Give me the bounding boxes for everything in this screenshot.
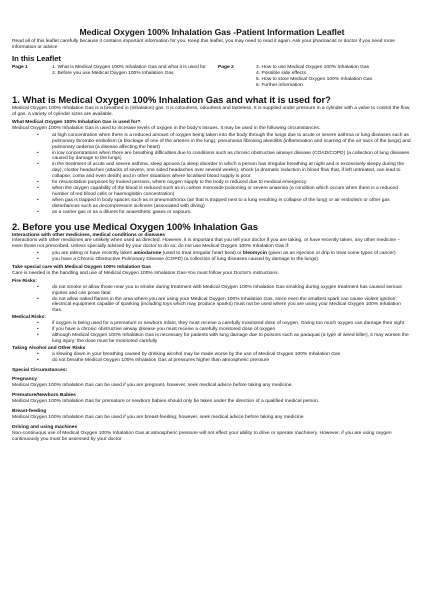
newborn-heading: Premature/Newborn Babies xyxy=(12,393,76,399)
toc-item: 5. How to store Medical Oxygen 100% Inhalation Gas xyxy=(256,77,373,82)
alcohol-risks-list xyxy=(12,352,412,364)
list-item: • when the oxygen capability of the blood is reduced such as in carbon monoxide poisoning or severe anaemia (a condition which occurs when there is a reduced number of red blood cells or haemoglobin concentration) xyxy=(52,186,412,198)
toc-heading: In this Leaflet xyxy=(12,53,61,63)
toc-item: 6. Further information xyxy=(256,83,303,89)
alcohol-risks-heading: Taking Alcohol and Other Risks xyxy=(12,345,86,351)
section-2-heading: 2. Before you use Medical Oxygen 100% Inhalation Gas xyxy=(12,220,258,232)
breastfeeding-heading: Breast-feeding xyxy=(12,409,47,415)
list-item: • in the treatment of acute and severe asthma, sleep apnoea (a sleep disorder in which a person has irregular breathing at night and is excessively sleepy during the day), cluster headaches (attacks of severe, one sided headaches over several weeks), shock (a dramatic reduction in blood flow that, if left untreated, can lead to collapse, coma and even death) and in other situations where localised blood supply is poor. xyxy=(52,162,412,180)
toc-left-items xyxy=(52,65,206,89)
list-item: • as a carrier gas or as a diluent for anaesthetic gases or vapours. xyxy=(52,210,412,216)
toc-page-label: Page 1 xyxy=(12,64,28,70)
interactions-heading: Interactions with other medicines, medical conditions or diseases xyxy=(12,232,166,238)
special-circumstances-heading: Special Circumstances: xyxy=(12,367,68,373)
interactions-text: Interactions with other medicines are unlikely when used as directed. However, it is important that you tell your doctor if you are taking, or have recently taken, any other medicine – even those not prescribed. Unless specially advised by your doctor to do so; do not use Medical Oxygen 100% Inhalation Gas if: xyxy=(12,238,401,250)
toc-item: 1. What is Medical Oxygen 100% Inhalation Gas and what it is used for xyxy=(52,64,206,70)
medical-risks-heading: Medical Risks: xyxy=(12,315,46,321)
list-item: • do not smoke or allow those near you to smoke during treatment with Medical Oxygen 100% Inhalation Gas smoking during oxygen treatment has caused serious injuries and can prove fatal xyxy=(52,285,412,297)
special-care-heading: Take special care with Medical Oxygen 100% Inhalation Gas xyxy=(12,265,151,271)
list-item: • at high concentration when there is a reduced amount of oxygen being taken into the body through the lungs due to acute or severe asthma or lung diseases such as pulmonary thrombo-embolism (a blockage of one of the arteries in the lung), pneumonia fibrosing alveolitis (inflammation and scarring of the air sacs of the lungs) and pulmonary oedema (a disease affecting the heart) xyxy=(52,133,412,151)
toc-item: 3. How to use Medical Oxygen 100% Inhalation Gas xyxy=(256,64,370,70)
list-item: • you are taking or have recently taken amiodarone (used to treat irregular heart beat) or bleomycin (given as an injection or drip to treat some types of cancer) xyxy=(52,251,412,257)
medical-risks-list xyxy=(12,321,412,345)
intro-paragraph: Read all of this leaflet carefully because it contains important information for you. Keep this leaflet, you may need to read it again. Ask your pharmacist or doctor if you need more information or advice xyxy=(12,39,396,50)
list-item: • you have a Chronic Obstructive Pulmonary Disease (COPD) (a collection of lung diseases caused by damage to the lungs). xyxy=(52,257,412,263)
list-item: • if oxygen is being used for a premature or newborn infant, they must receive a carefully monitored dose of oxygen. Giving too much oxygen can damage their sight xyxy=(52,321,412,327)
toc-left-column xyxy=(12,65,206,89)
toc-right-column xyxy=(218,65,412,89)
section-1-intro: Medical Oxygen 100% Inhalation Gas is a breathed in (inhalation) gas. It is colourless, odourless and tasteless. It is supplied under pressure in a cylinder with a valve to control the flow of gas. A variety of cylinder sizes are available. xyxy=(12,106,410,118)
table-of-contents xyxy=(12,65,412,89)
toc-item: 4. Possible side effects xyxy=(256,70,306,76)
list-item: • when gas is trapped in body spaces such as in pneumothorax (air that is trapped next to a lung resulting in collapse of the lung) or air embolism or other gas disturbances such as decompression sickness (associated with diving) xyxy=(52,198,412,210)
uses-intro: Medical Oxygen 100% Inhalation Gas is used to increase levels of oxygen in the body's tissues. It may be used in the following circumstances: xyxy=(12,125,321,131)
uses-heading: What Medical Oxygen 100% Inhalation Gas is used for? xyxy=(12,120,141,125)
driving-text: Non-continuous use of Medical Oxygen 100% Inhalation Gas at atmospheric pressure will not effect your ability to drive or operate machinery. However, if you are using oxygen continuously you must be assessed by your doctor xyxy=(12,430,392,442)
pregnancy-text: Medical Oxygen 100% Inhalation Gas can be used if you are pregnant, however, seek medical advice before taking any medicine. xyxy=(12,383,293,389)
toc-item: 2. Before you use Medical Oxygen 100% Inhalation Gas xyxy=(52,70,174,76)
fire-risks-heading: Fire Risks: xyxy=(12,278,38,284)
list-item: • do not breathe Medical Oxygen 100% Inhalation Gas at pressures higher than atmospheric pressure xyxy=(52,358,412,364)
breastfeeding-text: Medical Oxygen 100% Inhalation Gas can be used if you are breast-feeding, however, seek medical advice before taking any medicine xyxy=(12,414,304,420)
uses-list xyxy=(12,133,412,216)
list-item: • if you have a chronic obstructive airway disease you must receive a carefully monitored dose of oxygen xyxy=(52,327,412,333)
toc-right-items xyxy=(256,65,412,89)
driving-heading: Driving and using machines xyxy=(12,424,78,430)
list-item: • although Medical Oxygen 100% Inhalation Gas is necessary for patients with lung damage due to poisons such as paraquat (a type of weed killer), it may worsen the lung injury; the dose must be monitored carefully xyxy=(52,333,412,345)
pregnancy-heading: Pregnancy xyxy=(12,377,38,383)
toc-page-label: Page 2 xyxy=(218,64,234,70)
interactions-list xyxy=(12,251,412,263)
newborn-text: Medical Oxygen 100% Inhalation Gas for premature or newborn babies should only be taken under the direction of a qualified medical person. xyxy=(12,399,320,405)
list-item: • do not allow naked flames in the area where you are using your Medical Oxygen 100% Inhalation Gas, since even the smallest spark can cause violent ignition; electrical equipment capable of sparking (including toys which may produce sparks) must not be used where you are using your Medical Oxygen 100% Inhalation Gas. xyxy=(52,297,412,315)
list-item: • for resuscitation purposes by trained persons, where oxygen supply to the body is reduced due to medical emergency xyxy=(52,180,412,186)
fire-risks-list xyxy=(12,285,412,315)
section-1-heading: 1. What is Medical Oxygen 100% Inhalation Gas and what it is used for? xyxy=(12,94,331,106)
special-care-text: Care is needed in the handling and use of Medical Oxygen 100% Inhalation Gas-You must follow your Doctor's instructions. xyxy=(12,270,279,276)
list-item: • a slowing down in your breathing caused by drinking alcohol may be made worse by the use of Medical Oxygen 100% Inhalation Gas xyxy=(52,352,412,358)
list-item: • in low concentrations when there are breathing difficulties due to conditions such as chronic obstructive airways disease (COAD/COPD) (a collection of lung diseases caused by damage to the lungs) xyxy=(52,151,412,163)
document-title: Medical Oxygen 100% Inhalation Gas -Patient Information Leaflet xyxy=(79,27,345,37)
